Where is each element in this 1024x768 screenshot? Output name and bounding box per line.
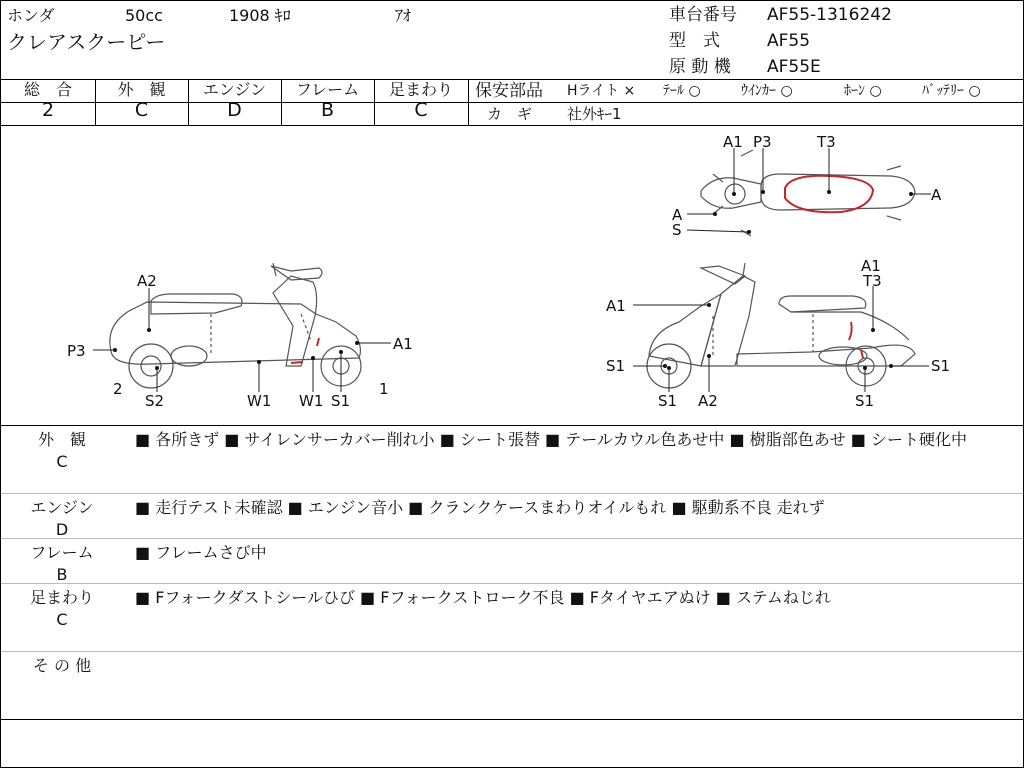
grade-value: D (227, 99, 242, 121)
grade-value: C (414, 99, 428, 121)
section-suspension-text: ■ Fフォークダストシールひび ■ Fフォークストローク不良 ■ Fタイヤエアぬけ ■ ステムねじれ (135, 588, 831, 607)
label-a1: A1 (723, 133, 743, 151)
section-other-label (27, 655, 97, 677)
label-s: S (672, 221, 682, 239)
damage-mark (291, 362, 303, 363)
section-engine-label (27, 497, 97, 541)
grade-exterior (95, 81, 188, 119)
label-w1: W1 (299, 392, 324, 410)
label-2: 2 (113, 380, 123, 398)
grade-label: 足まわり (388, 80, 453, 99)
label-s1: S1 (606, 357, 626, 375)
safety-winker: ｳｲﾝｶｰ ○ (741, 83, 793, 99)
section-frame-text: ■ フレームさび中 (135, 543, 267, 562)
grade-suspension (374, 81, 468, 119)
label-s2: S2 (145, 392, 165, 410)
label-s1: S1 (658, 392, 678, 410)
section-exterior-label (27, 429, 97, 473)
label-p3: P3 (67, 342, 86, 360)
callout-dots (113, 190, 913, 370)
label-s1: S1 (331, 392, 351, 410)
section-label: 足まわり (29, 588, 94, 607)
section-suspension-label (27, 587, 97, 631)
damage-diagram (1, 126, 1023, 426)
label-t3: T3 (817, 133, 836, 151)
section-grade: C (56, 610, 68, 629)
section-label: エンジン (30, 498, 94, 517)
maker: ホンダ (7, 6, 55, 25)
damage-mark (849, 322, 852, 340)
divider (1, 651, 1023, 652)
safety-horn: ﾎｰﾝ ○ (844, 83, 882, 99)
displacement: 50cc (125, 6, 163, 25)
divider (1, 425, 1023, 426)
type-value: AF55 (767, 31, 811, 51)
grade-label: 外 観 (117, 80, 166, 99)
divider (1, 719, 1023, 720)
label-a1: A1 (861, 257, 881, 275)
chassis-value: AF55-1316242 (767, 5, 892, 25)
grade-value: 2 (41, 99, 55, 121)
grade-value: B (320, 99, 335, 121)
section-grade: B (56, 565, 68, 584)
section-engine-text: ■ 走行テスト未確認 ■ エンジン音小 ■ クランクケースまわりオイルもれ ■ 駆動系不良 走れず (135, 498, 825, 517)
grade-label: 総 合 (23, 80, 72, 99)
safety-tail: ﾃｰﾙ ○ (663, 83, 701, 99)
grade-label: フレーム (295, 80, 360, 99)
grade-frame (281, 81, 374, 119)
key-label: カ ギ (487, 105, 533, 123)
section-grade: D (55, 520, 69, 539)
callout-lines (93, 148, 931, 392)
mileage: 1908 ｷﾛ (229, 6, 291, 25)
label-a1: A1 (393, 335, 413, 353)
section-exterior-text: ■ 各所きず ■ サイレンサーカバー削れ小 ■ シート張替 ■ テールカウル色あせ中 ■ 樹脂部色あせ ■ シート硬化中 (135, 430, 968, 449)
label-a2: A2 (698, 392, 718, 410)
label-t3: T3 (863, 272, 882, 290)
section-frame-label (27, 542, 97, 586)
grade-value: C (134, 99, 149, 121)
label-s1: S1 (855, 392, 875, 410)
engine-label: 原 動 機 (669, 57, 731, 77)
divider (1, 538, 1023, 539)
section-label: そ の 他 (32, 656, 92, 675)
divider (468, 79, 469, 125)
section-label: 外 観 (37, 430, 86, 449)
label-a2: A2 (137, 272, 157, 290)
divider (468, 102, 1023, 103)
grade-label: エンジン (202, 80, 267, 99)
model-name: クレアスクーピー (7, 30, 166, 54)
color: ｱｵ (395, 6, 412, 25)
divider (1, 583, 1023, 584)
section-label: フレーム (30, 543, 94, 562)
label-a1: A1 (606, 297, 626, 315)
safety-headlight: Hライト × (567, 83, 636, 99)
label-s1: S1 (931, 357, 951, 375)
label-1: 1 (379, 380, 389, 398)
grade-overall (1, 81, 95, 119)
chassis-label: 車台番号 (669, 5, 737, 25)
type-label: 型 式 (669, 31, 720, 51)
key-value: 社外ｷｰ1 (567, 105, 622, 123)
label-a: A (931, 186, 942, 204)
grade-engine (188, 81, 281, 119)
safety-battery: ﾊﾞｯﾃﾘｰ ○ (922, 83, 981, 99)
label-w1: W1 (247, 392, 272, 410)
label-a: A (672, 206, 683, 224)
label-p3: P3 (753, 133, 772, 151)
divider (1, 493, 1023, 494)
section-grade: C (56, 452, 68, 471)
safety-label: 保安部品 (475, 81, 543, 101)
engine-value: AF55E (767, 57, 821, 77)
damage-mark (317, 338, 319, 346)
